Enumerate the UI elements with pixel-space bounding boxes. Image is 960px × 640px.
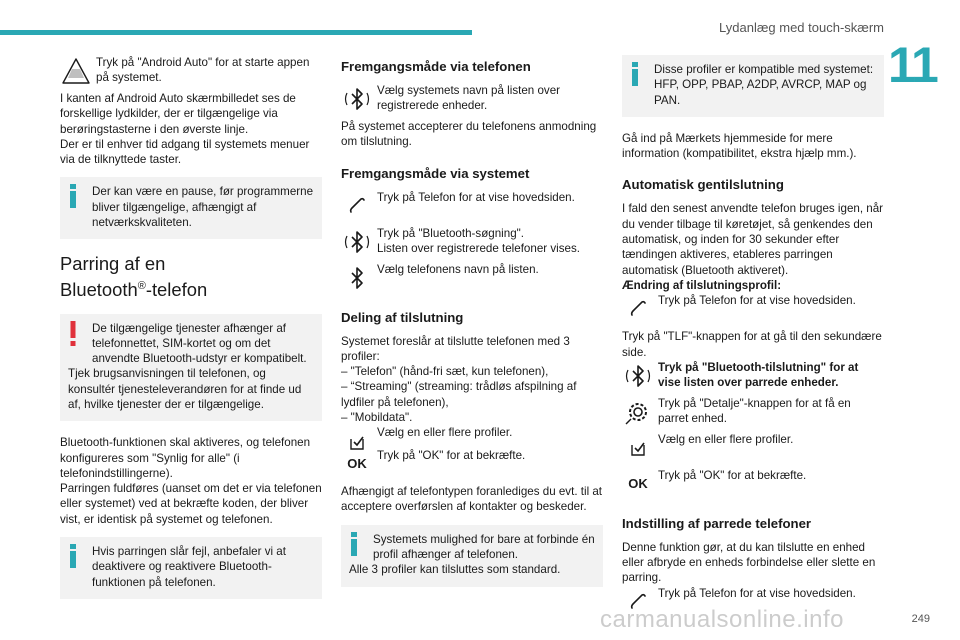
info-icon: [349, 532, 359, 556]
phone-step: [341, 83, 603, 115]
share-step-2: [341, 448, 603, 480]
bluetooth-icon: [622, 360, 654, 392]
col3-step-6-text: Tryk på Telefon for at vise hovedsiden.: [658, 586, 856, 600]
col1-para-2: Der er til enhver tid adgang til systemets menuer via de tilknyttede taster.: [60, 137, 310, 167]
heading-sharing: Deling af tilslutning: [341, 309, 464, 325]
heading-via-phone: Fremgangsmåde via telefonen: [341, 59, 531, 74]
share-item-1: – "Telefon" (hånd-fri sæt, kun telefonen),: [341, 365, 549, 379]
phone-handset-icon: [341, 190, 373, 222]
exclamation-icon: [68, 321, 78, 345]
col1-para-4: Parringen fuldføres (uanset om det er via telefonen eller systemet) ved at bekræfte koden, der bliver vist, er identisk på systemet og telefonen.: [60, 482, 322, 526]
share-step-1-text: Vælg en eller flere profiler.: [377, 426, 513, 440]
info-note-4: [622, 55, 884, 117]
phone-handset-icon: [622, 586, 654, 618]
heading-paired-phones: Indstilling af parrede telefoner: [622, 515, 812, 531]
warning-note-text-2: Tjek brugsanvisningen til telefonen, og konsultér tjenesteleverandøren for at finde ud af, hvilke tjenester der er tilgængelige.: [68, 367, 302, 411]
share-para: Afhængigt af telefontypen foranlediges du evt. til at acceptere overførslen af kontakter og beskeder.: [341, 485, 603, 514]
bluetooth-search-icon: [341, 226, 373, 258]
col3-step-4-text: Vælg en eller flere profiler.: [658, 432, 794, 446]
heading-line-2: Bluetooth: [60, 279, 138, 301]
share-item-2: – “Streaming" (streaming: trådløs afspilning af lydfiler på telefonen),: [341, 380, 577, 409]
info-note-3: [341, 525, 603, 587]
info-icon: [630, 62, 640, 86]
info-note-2: [60, 537, 322, 599]
checkbox-icon: [622, 432, 654, 464]
tlf-para: Tryk på "TLF"-knappen for at gå til den sekundære side.: [622, 330, 882, 359]
system-step-2b-text: Listen over registrerede telefoner vises.: [377, 241, 580, 255]
ok-label: OK: [347, 456, 367, 472]
system-step-1-text: Tryk på Telefon for at vise hovedsiden.: [377, 190, 575, 204]
column-3: [622, 55, 884, 622]
share-intro: Systemet foreslår at tilslutte telefonen med 3 profiler:: [341, 334, 570, 363]
col3-step-1-text: Tryk på Telefon for at vise hovedsiden.: [658, 294, 856, 308]
android-auto-step: [60, 55, 322, 87]
col3-para-1: Gå ind på Mærkets hjemmeside for mere information (kompatibilitet, ekstra hjælp mm.).: [622, 131, 857, 161]
heading-line-2b: -telefon: [145, 279, 208, 301]
page-number: 249: [911, 613, 930, 625]
chapter-number: 11: [888, 37, 937, 93]
warning-note-text-1: De tilgængelige tjenester afhænger af telefonnettet, SIM-kortet og om det anvendte Bluetooth-udstyr er kompatibelt.: [92, 321, 307, 366]
column-2: [341, 55, 603, 601]
system-step-1: [341, 190, 603, 222]
ok-button-icon: [341, 448, 373, 480]
info-note-4-text: Disse profiler er kompatible med systemet: HFP, OPP, PBAP, A2DP, AVRCP, MAP og PAN.: [654, 63, 874, 107]
col3-step-6: [622, 586, 884, 618]
warning-triangle-icon: [60, 55, 92, 87]
share-item-3: – "Mobildata".: [341, 411, 413, 425]
info-note-2-text: Hvis parringen slår fejl, anbefaler vi at deaktivere og reaktivere Bluetooth-funktionen på telefonen.: [92, 545, 286, 589]
phone-para: På systemet accepterer du telefonens anmodning om tilslutning.: [341, 120, 597, 149]
col3-step-3: [622, 396, 884, 428]
info-note-1-text: Der kan være en pause, før programmerne bliver tilgængelige, afhængigt af netværkskvaliteten.: [92, 185, 314, 230]
bluetooth-icon: [341, 83, 373, 115]
col3-step-2: [622, 360, 884, 392]
info-icon: [68, 184, 78, 208]
warning-note: [60, 314, 322, 422]
col3-step-5-text: Tryk på "OK" for at bekræfte.: [658, 468, 807, 482]
ok-label: OK: [628, 476, 648, 492]
heading-via-system: Fremgangsmåde via systemet: [341, 165, 530, 181]
col3-step-5: [622, 468, 884, 500]
share-step-2-text: Tryk på "OK" for at bekræfte.: [377, 449, 526, 463]
change-profile-label: Ændring af tilslutningsprofil:: [622, 278, 782, 292]
info-note-3-text-a: Systemets mulighed for bare at forbinde én profil afhænger af telefonen.: [373, 532, 595, 561]
col1-para-1: I kanten af Android Auto skærmbilledet ses de forskellige lydkilder, der er tilgængelige via berøringstasterne i den øverste linje.: [60, 92, 296, 136]
phone-handset-icon: [622, 293, 654, 325]
header-accent-bar: [0, 30, 472, 35]
column-1: [60, 55, 322, 613]
col1-para-3: Bluetooth-funktionen skal aktiveres, og telefonen konfigureres som "Synlig for alle" (i telefonindstillingerne).: [60, 436, 311, 480]
share-step-1: [341, 410, 603, 442]
col3-step-3-text: Tryk på "Detalje"-knappen for at få en parret enhed.: [658, 396, 851, 426]
registered-mark: ®: [137, 280, 146, 293]
heading-line-1: Parring af en: [60, 253, 166, 275]
col3-step-2-text: Tryk på "Bluetooth-tilslutning" for at vise listen over parrede enheder.: [658, 360, 859, 390]
col3-step-1: [622, 293, 884, 325]
info-icon: [68, 544, 78, 568]
heading-auto-reconnect: Automatisk gentilslutning: [622, 177, 784, 193]
info-note-3-text-b: Alle 3 profiler kan tilsluttes som standard.: [349, 563, 561, 577]
auto-para: I fald den senest anvendte telefon bruges igen, når du vender tilbage til køretøjet, så genkendes den automatisk, og inden for 30 sekunder efter tændingen aktiveres, etableres parringen automatisk (Bluetooth aktiveret).: [622, 202, 884, 277]
gear-icon: [622, 396, 654, 428]
bluetooth-icon: [341, 262, 373, 294]
system-step-2a-text: Tryk på "Bluetooth-søgning".: [377, 226, 524, 240]
ok-button-icon: [622, 468, 654, 500]
watermark: carmanualsonline.info: [600, 606, 844, 633]
phone-step-text: Vælg systemets navn på listen over registrerede enheder.: [377, 84, 561, 113]
section-heading-pairing: [60, 253, 322, 301]
col3-step-4: [622, 432, 884, 464]
system-step-2: [341, 226, 603, 258]
paired-para: Denne funktion gør, at du kan tilslutte en enhed eller afbryde en enheds forbindelse eller slette en parring.: [622, 540, 876, 585]
header-title: Lydanlæg med touch-skærm: [719, 20, 884, 35]
system-step-3: [341, 262, 603, 294]
system-step-3-text: Vælg telefonens navn på listen.: [377, 262, 539, 276]
android-auto-text: Tryk på "Android Auto" for at starte appen på systemet.: [96, 56, 310, 85]
info-note-1: [60, 177, 322, 239]
